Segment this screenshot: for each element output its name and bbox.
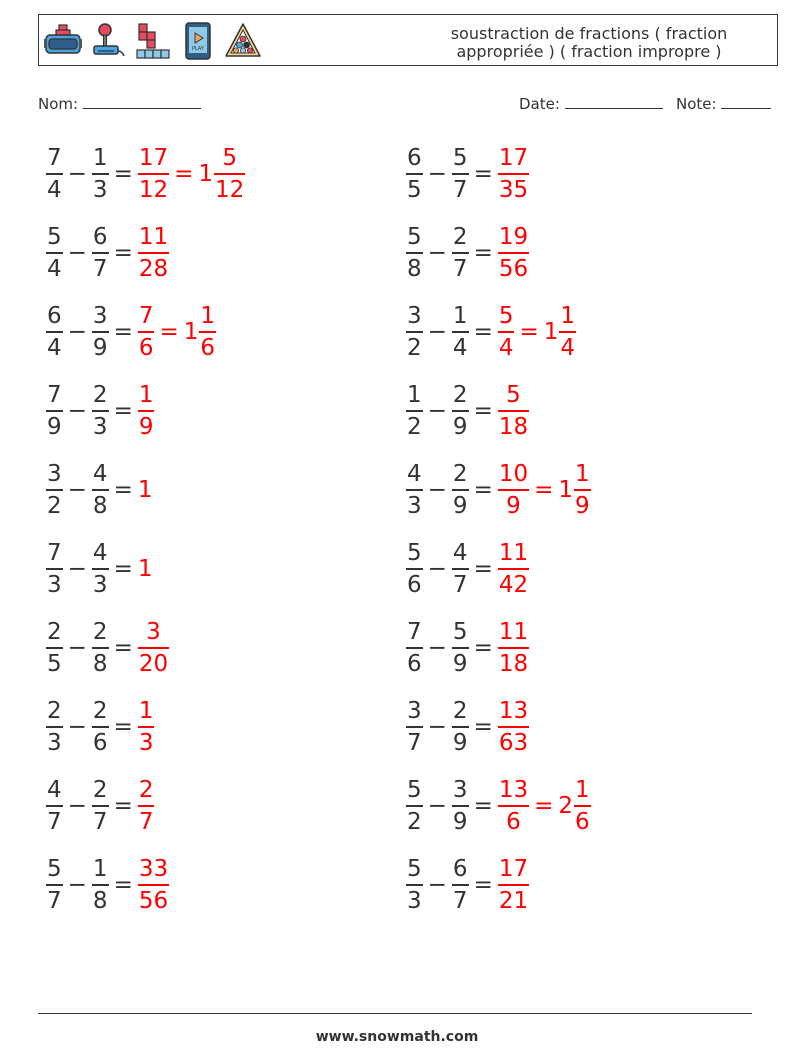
equals-sign: = (113, 319, 133, 345)
minuend-fraction (46, 302, 63, 362)
answer-fraction (138, 855, 169, 915)
subtrahend-fraction-numerator: 2 (452, 381, 469, 412)
answer-fraction-numerator: 10 (498, 460, 529, 491)
minuend-fraction-numerator: 6 (46, 302, 63, 333)
problem-12 (406, 539, 529, 599)
answer-fraction-numerator: 7 (138, 302, 155, 333)
subtrahend-fraction-denominator: 7 (92, 256, 108, 282)
name-label: Nom: (38, 95, 79, 113)
mixed-numerator: 1 (559, 302, 576, 333)
subtrahend-fraction-numerator: 2 (452, 460, 469, 491)
minuend-fraction-numerator: 5 (46, 223, 63, 254)
minus-sign: − (427, 635, 447, 661)
answer-fraction (138, 144, 169, 204)
mixed-equals-sign: = (534, 477, 554, 503)
answer-fraction-numerator: 5 (498, 381, 529, 412)
subtrahend-fraction (92, 381, 109, 441)
subtrahend-fraction (452, 302, 469, 362)
mixed-equals-sign: = (519, 319, 539, 345)
answer-fraction (138, 776, 155, 836)
problem-2 (406, 144, 529, 204)
answer-fraction-numerator: 11 (498, 618, 529, 649)
minuend-fraction-denominator: 2 (407, 414, 422, 440)
mixed-denominator: 12 (215, 177, 245, 203)
minus-sign: − (67, 398, 87, 424)
tablet-play-icon (178, 21, 218, 61)
problem-5 (46, 302, 216, 362)
subtrahend-fraction-denominator: 7 (452, 256, 468, 282)
minuend-fraction (46, 144, 63, 204)
answer-fraction (498, 144, 529, 204)
answer-fraction-denominator: 28 (138, 256, 169, 282)
mixed-numerator: 1 (199, 302, 216, 333)
minuend-fraction-numerator: 7 (406, 618, 423, 649)
billiard-triangle-icon (223, 21, 263, 61)
equals-sign: = (113, 240, 133, 266)
minus-sign: − (427, 240, 447, 266)
minus-sign: − (427, 319, 447, 345)
minus-sign: − (67, 872, 87, 898)
subtrahend-fraction (452, 460, 469, 520)
minuend-fraction-numerator: 5 (406, 223, 423, 254)
footer-url: www.snowmath.com (315, 1029, 479, 1045)
minus-sign: − (427, 477, 447, 503)
minuend-fraction-denominator: 4 (47, 335, 62, 361)
minuend-fraction (406, 223, 423, 283)
problem-14 (406, 618, 529, 678)
subtrahend-fraction-denominator: 9 (452, 730, 468, 756)
minuend-fraction (406, 381, 423, 441)
mixed-whole-part: 1 (558, 477, 574, 503)
mixed-equals-sign: = (174, 161, 194, 187)
answer-fraction-numerator: 2 (138, 776, 155, 807)
minuend-fraction (46, 381, 63, 441)
minuend-fraction-denominator: 8 (407, 256, 422, 282)
name-field (38, 94, 201, 113)
subtrahend-fraction-numerator: 2 (92, 697, 109, 728)
subtrahend-fraction-numerator: 2 (452, 223, 469, 254)
problem-13 (46, 618, 169, 678)
answer-fraction (138, 302, 155, 362)
answer-fraction (498, 381, 529, 441)
minus-sign: − (427, 161, 447, 187)
minuend-fraction-numerator: 4 (406, 460, 423, 491)
problem-18 (406, 776, 591, 836)
equals-sign: = (113, 635, 133, 661)
problem-8 (406, 381, 529, 441)
problem-11 (46, 539, 152, 599)
answer-fraction-numerator: 13 (498, 697, 529, 728)
minus-sign: − (67, 240, 87, 266)
answer-fraction (498, 539, 529, 599)
mixed-numerator: 1 (574, 460, 591, 491)
header-icons (43, 19, 268, 63)
subtrahend-fraction-numerator: 5 (452, 144, 469, 175)
answer-fraction-denominator: 18 (498, 414, 529, 440)
subtrahend-fraction-denominator: 9 (452, 809, 468, 835)
answer-whole: 1 (137, 556, 153, 582)
subtrahend-fraction-denominator: 6 (92, 730, 108, 756)
date-label: Date: (519, 95, 560, 113)
answer-fraction (138, 381, 155, 441)
mixed-fraction-part (199, 302, 216, 362)
minuend-fraction (46, 223, 63, 283)
problem-16 (406, 697, 529, 757)
subtrahend-fraction-numerator: 4 (92, 539, 109, 570)
minuend-fraction-numerator: 1 (406, 381, 423, 412)
answer-fraction (498, 223, 529, 283)
minuend-fraction-denominator: 3 (407, 493, 422, 519)
subtrahend-fraction-numerator: 3 (92, 302, 109, 333)
minus-sign: − (67, 477, 87, 503)
minus-sign: − (427, 793, 447, 819)
answer-fraction-numerator: 1 (138, 381, 155, 412)
mixed-numerator: 5 (214, 144, 245, 175)
answer-fraction-numerator: 17 (498, 144, 529, 175)
minuend-fraction-numerator: 5 (406, 855, 423, 886)
answer-fraction-denominator: 63 (498, 730, 529, 756)
equals-sign: = (473, 714, 493, 740)
subtrahend-fraction-denominator: 9 (452, 493, 468, 519)
equals-sign: = (113, 556, 133, 582)
subtrahend-fraction-denominator: 8 (92, 888, 108, 914)
minuend-fraction-numerator: 7 (46, 381, 63, 412)
date-blank[interactable] (565, 94, 663, 109)
subtrahend-fraction-numerator: 4 (452, 539, 469, 570)
subtrahend-fraction-denominator: 8 (92, 651, 108, 677)
minuend-fraction-numerator: 4 (46, 776, 63, 807)
minuend-fraction-numerator: 3 (406, 302, 423, 333)
answer-fraction (498, 460, 529, 520)
answer-fraction-numerator: 3 (138, 618, 169, 649)
minuend-fraction-denominator: 2 (47, 493, 62, 519)
subtrahend-fraction-numerator: 2 (92, 618, 109, 649)
mixed-denominator: 6 (200, 335, 216, 361)
minuend-fraction-numerator: 5 (46, 855, 63, 886)
problem-10 (406, 460, 591, 520)
mixed-whole-part: 1 (198, 161, 214, 187)
subtrahend-fraction (452, 144, 469, 204)
minuend-fraction-denominator: 5 (47, 651, 62, 677)
equals-sign: = (473, 161, 493, 187)
mixed-denominator: 4 (560, 335, 576, 361)
answer-fraction-denominator: 12 (138, 177, 169, 203)
minuend-fraction-denominator: 7 (47, 809, 62, 835)
subtrahend-fraction (92, 618, 109, 678)
minuend-fraction (46, 539, 63, 599)
minus-sign: − (67, 635, 87, 661)
mixed-denominator: 9 (575, 493, 590, 519)
minuend-fraction-denominator: 2 (407, 335, 422, 361)
minuend-fraction-denominator: 5 (407, 177, 422, 203)
footer-divider (38, 1013, 752, 1014)
minus-sign: − (427, 556, 447, 582)
problem-1 (46, 144, 245, 204)
subtrahend-fraction-numerator: 6 (92, 223, 109, 254)
answer-fraction-numerator: 1 (138, 697, 155, 728)
answer-fraction-denominator: 56 (138, 888, 169, 914)
note-field (676, 94, 771, 113)
worksheet-header (38, 14, 778, 66)
minus-sign: − (67, 793, 87, 819)
subtrahend-fraction-numerator: 2 (92, 776, 109, 807)
answer-fraction-denominator: 18 (498, 651, 529, 677)
problem-6 (406, 302, 576, 362)
minuend-fraction-numerator: 2 (46, 697, 63, 728)
minuend-fraction (406, 460, 423, 520)
equals-sign: = (113, 872, 133, 898)
minus-sign: − (67, 161, 87, 187)
answer-fraction-denominator: 6 (506, 809, 521, 835)
minuend-fraction-numerator: 7 (46, 144, 63, 175)
minuend-fraction-denominator: 4 (47, 256, 62, 282)
minus-sign: − (67, 319, 87, 345)
subtrahend-fraction-numerator: 6 (452, 855, 469, 886)
equals-sign: = (473, 872, 493, 898)
subtrahend-fraction (452, 223, 469, 283)
equals-sign: = (473, 793, 493, 819)
minuend-fraction-numerator: 5 (406, 776, 423, 807)
answer-fraction-denominator: 35 (498, 177, 529, 203)
mixed-equals-sign: = (534, 793, 554, 819)
answer-fraction-denominator: 3 (138, 730, 154, 756)
note-blank[interactable] (721, 94, 771, 109)
mixed-whole-part: 1 (183, 319, 199, 345)
problem-20 (406, 855, 529, 915)
minuend-fraction (406, 855, 423, 915)
minuend-fraction-denominator: 6 (407, 572, 422, 598)
minuend-fraction (406, 618, 423, 678)
minuend-fraction (406, 144, 423, 204)
subtrahend-fraction-denominator: 7 (92, 809, 108, 835)
subtrahend-fraction (92, 302, 109, 362)
equals-sign: = (113, 793, 133, 819)
mixed-fraction-part (574, 776, 591, 836)
minus-sign: − (427, 398, 447, 424)
subtrahend-fraction (92, 460, 109, 520)
subtrahend-fraction (92, 223, 109, 283)
date-field (519, 94, 663, 113)
minuend-fraction-numerator: 2 (46, 618, 63, 649)
problem-9 (46, 460, 152, 520)
subtrahend-fraction-denominator: 7 (452, 572, 468, 598)
answer-fraction (498, 697, 529, 757)
equals-sign: = (473, 240, 493, 266)
answer-fraction (138, 223, 169, 283)
minus-sign: − (67, 556, 87, 582)
subtrahend-fraction (92, 539, 109, 599)
problem-17 (46, 776, 154, 836)
minuend-fraction (46, 697, 63, 757)
answer-fraction-numerator: 33 (138, 855, 169, 886)
mixed-fraction-part (214, 144, 245, 204)
answer-fraction-numerator: 11 (498, 539, 529, 570)
answer-fraction (498, 776, 529, 836)
answer-fraction-numerator: 19 (498, 223, 529, 254)
subtrahend-fraction-numerator: 1 (452, 302, 469, 333)
subtrahend-fraction-numerator: 2 (92, 381, 109, 412)
mixed-fraction-part (559, 302, 576, 362)
subtrahend-fraction (452, 539, 469, 599)
mixed-fraction-part (574, 460, 591, 520)
subtrahend-fraction-denominator: 3 (92, 572, 108, 598)
subtrahend-fraction-numerator: 5 (452, 618, 469, 649)
subtrahend-fraction (92, 144, 109, 204)
problem-15 (46, 697, 154, 757)
answer-fraction-denominator: 20 (138, 651, 169, 677)
equals-sign: = (473, 319, 493, 345)
minus-sign: − (427, 714, 447, 740)
answer-fraction-numerator: 5 (498, 302, 515, 333)
answer-fraction-denominator: 42 (498, 572, 529, 598)
subtrahend-fraction-numerator: 4 (92, 460, 109, 491)
equals-sign: = (473, 398, 493, 424)
mixed-whole-part: 1 (543, 319, 559, 345)
minuend-fraction-denominator: 4 (47, 177, 62, 203)
worksheet-title: soustraction de fractions ( fraction appropriée ) ( fraction impropre ) (450, 24, 728, 61)
minuend-fraction (46, 776, 63, 836)
minuend-fraction-denominator: 7 (47, 888, 62, 914)
answer-fraction-denominator: 9 (506, 493, 521, 519)
minuend-fraction-numerator: 5 (406, 539, 423, 570)
minus-sign: − (67, 714, 87, 740)
subtrahend-fraction-numerator: 2 (452, 697, 469, 728)
problem-4 (406, 223, 529, 283)
answer-fraction (498, 618, 529, 678)
equals-sign: = (473, 635, 493, 661)
subtrahend-fraction-denominator: 3 (92, 414, 108, 440)
minuend-fraction-denominator: 3 (407, 888, 422, 914)
answer-fraction-denominator: 7 (138, 809, 154, 835)
answer-fraction-numerator: 17 (138, 144, 169, 175)
equals-sign: = (113, 161, 133, 187)
mixed-numerator: 1 (574, 776, 591, 807)
subtrahend-fraction (452, 618, 469, 678)
equals-sign: = (113, 398, 133, 424)
problem-3 (46, 223, 169, 283)
subtrahend-fraction (452, 697, 469, 757)
answer-fraction (498, 302, 515, 362)
equals-sign: = (473, 477, 493, 503)
subtrahend-fraction (92, 855, 109, 915)
subtrahend-fraction-denominator: 4 (452, 335, 468, 361)
blocks-icon (133, 21, 173, 61)
answer-fraction-denominator: 56 (498, 256, 529, 282)
subtrahend-fraction-denominator: 9 (92, 335, 108, 361)
minus-sign: − (427, 872, 447, 898)
answer-fraction-denominator: 4 (498, 335, 514, 361)
minuend-fraction (406, 776, 423, 836)
answer-fraction (138, 697, 155, 757)
equals-sign: = (113, 477, 133, 503)
minuend-fraction-numerator: 7 (46, 539, 63, 570)
minuend-fraction (406, 302, 423, 362)
answer-fraction-denominator: 21 (498, 888, 529, 914)
minuend-fraction-denominator: 3 (47, 730, 62, 756)
answer-fraction-denominator: 9 (138, 414, 154, 440)
minuend-fraction (46, 618, 63, 678)
problem-19 (46, 855, 169, 915)
minuend-fraction (46, 460, 63, 520)
subtrahend-fraction-denominator: 9 (452, 414, 468, 440)
subtrahend-fraction-denominator: 9 (452, 651, 468, 677)
subtrahend-fraction (452, 776, 469, 836)
mixed-denominator: 6 (575, 809, 590, 835)
minuend-fraction-denominator: 7 (407, 730, 422, 756)
minuend-fraction (406, 539, 423, 599)
answer-fraction-numerator: 17 (498, 855, 529, 886)
equals-sign: = (113, 714, 133, 740)
joystick-icon (88, 21, 128, 61)
answer-fraction-numerator: 11 (138, 223, 169, 254)
minuend-fraction-numerator: 3 (46, 460, 63, 491)
mixed-equals-sign: = (159, 319, 179, 345)
subtrahend-fraction (92, 776, 109, 836)
answer-fraction-numerator: 13 (498, 776, 529, 807)
subtrahend-fraction (92, 697, 109, 757)
equals-sign: = (473, 556, 493, 582)
name-blank[interactable] (83, 94, 201, 109)
subtrahend-fraction-denominator: 3 (92, 177, 108, 203)
note-label: Note: (676, 95, 717, 113)
subtrahend-fraction (452, 855, 469, 915)
answer-fraction-denominator: 6 (138, 335, 154, 361)
problem-7 (46, 381, 154, 441)
subtrahend-fraction-denominator: 7 (452, 888, 468, 914)
minuend-fraction-numerator: 6 (406, 144, 423, 175)
minuend-fraction-numerator: 3 (406, 697, 423, 728)
tablet-play-label: PLAY (191, 46, 205, 52)
minuend-fraction-denominator: 9 (47, 414, 62, 440)
vr-headset-icon (43, 21, 83, 61)
minuend-fraction-denominator: 6 (407, 651, 422, 677)
mixed-whole-part: 2 (558, 793, 574, 819)
minuend-fraction-denominator: 2 (407, 809, 422, 835)
answer-fraction (138, 618, 169, 678)
answer-fraction (498, 855, 529, 915)
minuend-fraction-denominator: 3 (47, 572, 62, 598)
minuend-fraction (406, 697, 423, 757)
subtrahend-fraction-denominator: 7 (452, 177, 468, 203)
minuend-fraction (46, 855, 63, 915)
subtrahend-fraction-denominator: 8 (92, 493, 108, 519)
subtrahend-fraction-numerator: 1 (92, 855, 109, 886)
answer-whole: 1 (137, 477, 153, 503)
subtrahend-fraction-numerator: 3 (452, 776, 469, 807)
subtrahend-fraction-numerator: 1 (92, 144, 109, 175)
subtrahend-fraction (452, 381, 469, 441)
